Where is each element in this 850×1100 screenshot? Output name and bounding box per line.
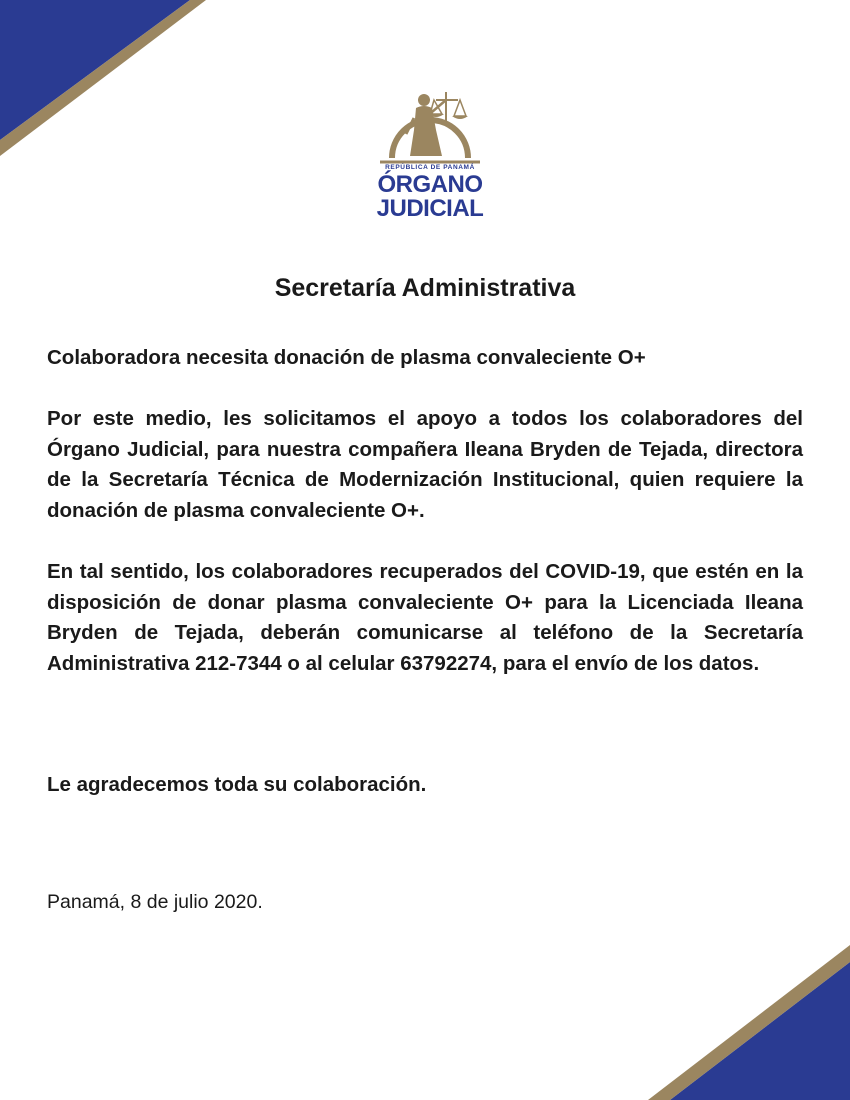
body-paragraph-2: En tal sentido, los colaboradores recuperados del COVID-19, que estén en la disposición de donar plasma convaleciente O+ para la Licenciada Ileana Bryden de Tejada, deberán comunicarse al teléfono de la Secretaría Administrativa 212-7344 o al celular 63792274, para el envío de los datos. xyxy=(47,560,803,675)
top-left-corner-decoration xyxy=(0,0,210,160)
justice-seal-emblem xyxy=(372,78,488,164)
organo-judicial-logo xyxy=(372,78,488,224)
document-heading: Secretaría Administrativa xyxy=(274,274,576,302)
document-subject: Colaboradora necesita donación de plasma convaleciente O+ xyxy=(47,346,646,369)
logo-title-line2: JUDICIAL xyxy=(376,195,484,222)
place-and-date: Panamá, 8 de julio 2020. xyxy=(47,891,263,913)
logo-title-line1: ÓRGANO xyxy=(377,171,483,198)
bottom-right-corner-decoration xyxy=(640,940,850,1100)
logo-republic-text: REPÚBLICA DE PANAMÁ xyxy=(385,164,475,171)
body-paragraph-1: Por este medio, les solicitamos el apoyo a todos los colaboradores del Órgano Judicial, para nuestra compañera Ileana Bryden de Tejada, directora de la Secretaría Técnica de Modernización Institucional, quien requiere la donación de plasma convaleciente O+. xyxy=(47,407,803,522)
thanks-line: Le agradecemos toda su colaboración. xyxy=(47,773,427,796)
